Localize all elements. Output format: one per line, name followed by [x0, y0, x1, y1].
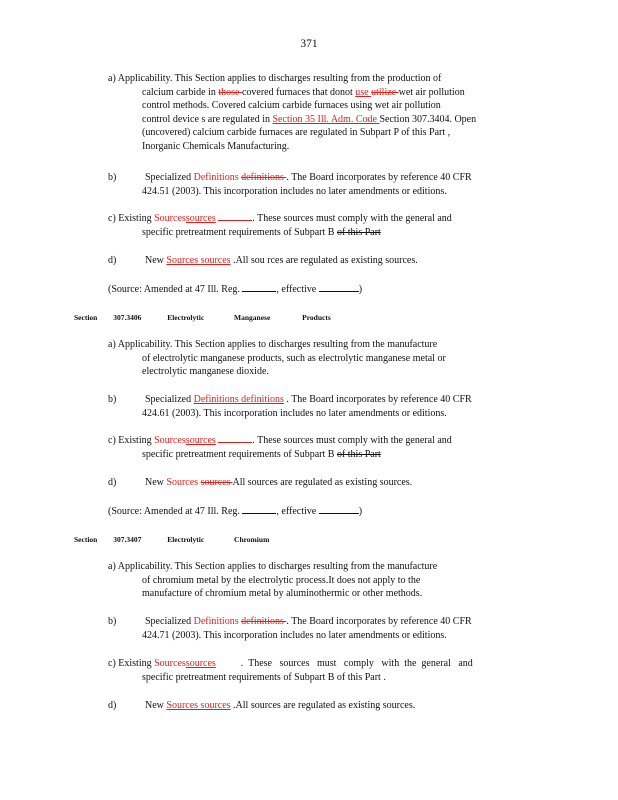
- struck-text: definitions: [241, 616, 287, 627]
- source-note-1: (Source: Amended at 47 Ill. Reg. , effective ): [108, 284, 363, 295]
- inserted-text: Definitions definitions: [193, 394, 284, 405]
- section-heading-3407: Section 307.3407 Electrolytic Chromium: [74, 535, 270, 544]
- inserted-text: Section 35 Ill. Adm. Code: [272, 113, 380, 125]
- page-number: 371: [300, 38, 318, 50]
- applicability-paragraph-2: a) Applicability. This Section applies to discharges resulting from the manufacture of electrolytic manganese products, such as electrolytic manganese metal or electrolytic manganese dioxide.: [108, 339, 446, 377]
- struck-text: of this Part: [336, 226, 381, 238]
- existing-sources-paragraph-3: c) Existing Sourcessources . These sources must comply with the general and specific pretreatment requirements of Subpart B of this Part .: [108, 658, 473, 683]
- new-sources-paragraph-2: d) New Sources sources All sources are regulated as existing sources.: [108, 477, 413, 488]
- item-label: d): [108, 255, 117, 266]
- item-label: c): [108, 658, 116, 669]
- item-label: a): [108, 73, 116, 84]
- definitions-paragraph-1: b) Specialized Definitions definitions . The Board incorporates by reference 40 CFR 424.51 (2003). This incorporation includes no later amendments or editions.: [108, 172, 472, 197]
- struck-text: sources: [200, 477, 233, 488]
- item-label: c): [108, 213, 116, 224]
- new-sources-paragraph-3: d) New Sources sources .All sources are regulated as existing sources.: [108, 700, 416, 711]
- item-label: d): [108, 477, 117, 488]
- new-sources-paragraph-1: d) New Sources sources .All sou rces are regulated as existing sources.: [108, 255, 418, 266]
- struck-text: of this Part: [336, 448, 381, 460]
- struck-text: those: [218, 86, 242, 98]
- inserted-text: sources: [185, 213, 216, 224]
- applicability-paragraph-1: a) Applicability. This Section applies to discharges resulting from the production of calcium carbide in those covered furnaces that donot use utilize wet air pollution control methods. Covered calcium carbide furnaces using wet air pollution control device s are regulated in Section 35 Ill. Adm. Code Section 307.3404. Open (uncovered) calcium carbide furnaces are regulated in Subpart P of this Part , Inorganic Chemicals Manufacturing.: [108, 73, 477, 152]
- item-label: d): [108, 700, 117, 711]
- item-label: b): [108, 616, 117, 627]
- definitions-paragraph-2: b) Specialized Definitions definitions . The Board incorporates by reference 40 CFR 424.61 (2003). This incorporation includes no later amendments or editions.: [108, 394, 472, 419]
- section-heading-3406: Section 307.3406 Electrolytic Manganese Products: [74, 313, 331, 322]
- inserted-text: sources: [185, 658, 216, 669]
- struck-text: definitions: [241, 172, 287, 183]
- item-label: c): [108, 435, 116, 446]
- item-label: a): [108, 561, 116, 572]
- existing-sources-paragraph-1: c) Existing Sourcessources . These sources must comply with the general and specific pretreatment requirements of Subpart B of this Part: [108, 213, 452, 238]
- source-note-2: (Source: Amended at 47 Ill. Reg. , effective ): [108, 506, 363, 517]
- applicability-paragraph-3: a) Applicability. This Section applies to discharges resulting from the manufacture of chromium metal by the electrolytic process.It does not apply to the manufacture of chromium metal by aluminothermic or other methods.: [108, 561, 438, 599]
- inserted-text: use: [355, 86, 372, 98]
- item-label: b): [108, 172, 117, 183]
- inserted-text: Sources sources: [166, 700, 231, 711]
- inserted-text: sources: [200, 255, 231, 266]
- inserted-text: sources: [185, 435, 216, 446]
- definitions-paragraph-3: b) Specialized Definitions definitions . The Board incorporates by reference 40 CFR 424.71 (2003). This incorporation includes no later amendments or editions.: [108, 616, 472, 641]
- existing-sources-paragraph-2: c) Existing Sourcessources . These sources must comply with the general and specific pretreatment requirements of Subpart B of this Part: [108, 435, 452, 460]
- inserted-text: Sources: [166, 255, 201, 266]
- struck-text: utilize: [371, 86, 399, 98]
- item-label: b): [108, 394, 117, 405]
- item-label: a): [108, 339, 116, 350]
